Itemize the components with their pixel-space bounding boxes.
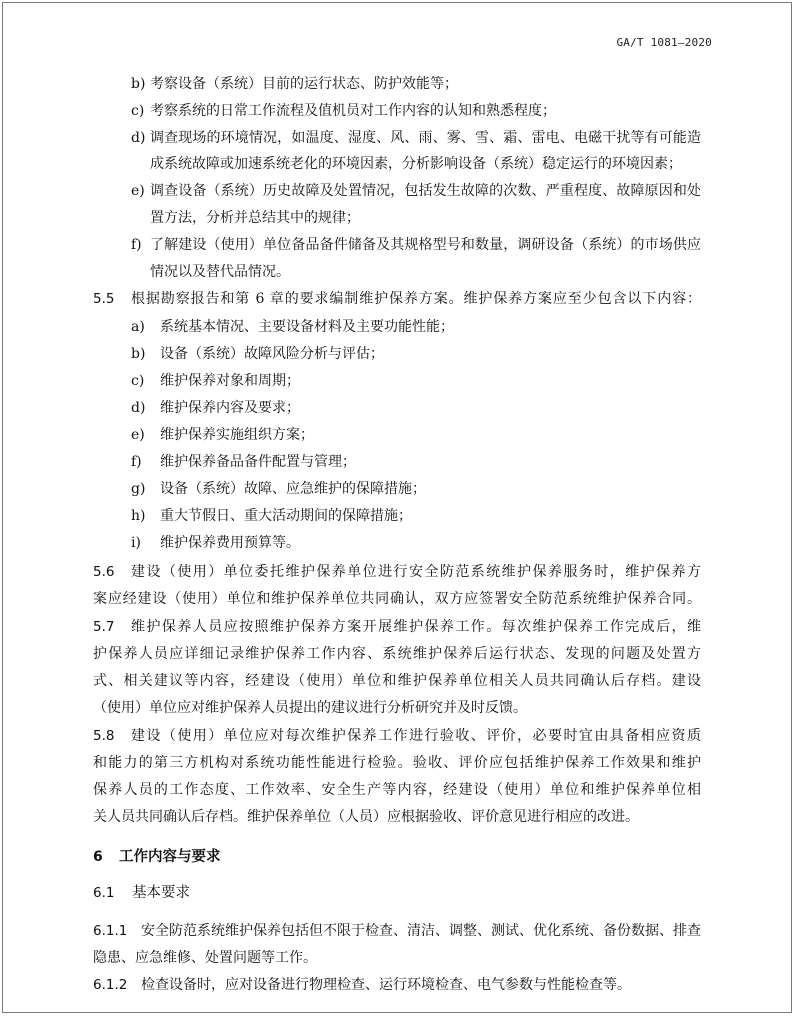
list-item-text: 调查现场的环境情况，如温度、湿度、风、雨、雾、雪、霜、雷电、电磁干扰等有可能造 (150, 130, 701, 146)
clause-text: 和能力的第三方机构对系统功能性能进行检验。验收、评价应包括维护保养工作效果和维护 (93, 755, 701, 771)
clause-text: 关人员共同确认后存档。维护保养单位（人员）应根据验收、评价意见进行相应的改进。 (93, 809, 639, 825)
list-marker: b) (131, 76, 146, 92)
list-item-text: 情况以及替代品情况。 (150, 264, 290, 280)
list-item-text: 系统基本情况、主要设备材料及主要功能性能； (160, 319, 454, 335)
list-item-text: 维护保养备品备件配置与管理； (160, 454, 356, 470)
clause-number: 5.6 (93, 564, 115, 580)
list-marker: e) (131, 183, 145, 199)
list-item-text: 设备（系统）故障、应急维护的保障措施； (160, 481, 426, 497)
list-item-text: 重大节假日、重大活动期间的保障措施； (160, 508, 412, 524)
clause-text: （使用）单位应对维护保养人员提出的建议进行分析研究并及时反馈。 (93, 700, 527, 716)
list-marker: g) (131, 481, 146, 497)
clause-text: 式、相关建议等内容，经建设（使用）单位和维护保养单位相关人员共同确认后存档。建设 (93, 673, 701, 689)
standard-code: GA/T 1081—2020 (616, 36, 712, 49)
clause-text: 建设（使用）单位委托维护保养单位进行安全防范系统维护保养服务时，维护保养方 (131, 564, 701, 580)
list-item-text: 设备（系统）故障风险分析与评估； (160, 346, 384, 362)
list-item-text: 成系统故障或加速系统老化的环境因素，分析影响设备（系统）稳定运行的环境因素； (150, 156, 682, 172)
list-marker: f) (131, 237, 142, 253)
list-marker: h) (131, 508, 146, 524)
list-marker: c) (131, 373, 145, 389)
chapter-title: 工作内容与要求 (119, 849, 221, 865)
clause-text: 建设（使用）单位应对每次维护保养工作进行验收、评价，必要时宜由具备相应资质 (131, 728, 701, 744)
clause-text: 维护保养人员应按照维护保养方案开展维护保养工作。每次维护保养工作完成后，维 (131, 619, 701, 635)
list-item-text: 考察系统的日常工作流程及值机员对工作内容的认知和熟悉程度； (150, 103, 556, 119)
clause-text: 案应经建设（使用）单位和维护保养单位共同确认，双方应签署安全防范系统维护保养合同。 (93, 591, 701, 607)
clause-text: 安全防范系统维护保养包括但不限于检查、清洁、调整、测试、优化系统、备份数据、排查 (141, 923, 701, 939)
chapter-number: 6 (93, 849, 103, 865)
clause-text: 根据勘察报告和第 6 章的要求编制维护保养方案。维护保养方案应至少包含以下内容： (131, 291, 701, 307)
clause-text: 护保养人员应详细记录维护保养工作内容、系统维护保养后运行状态、发现的问题及处置方 (93, 646, 701, 662)
list-marker: c) (131, 103, 145, 119)
list-marker: a) (131, 319, 145, 335)
list-marker: d) (131, 400, 146, 416)
list-item-text: 维护保养内容及要求； (160, 400, 300, 416)
clause-number: 5.7 (93, 619, 115, 635)
list-marker: f) (131, 454, 142, 470)
section-number: 6.1 (93, 885, 115, 901)
list-item-text: 调查设备（系统）历史故障及处置情况，包括发生故障的次数、严重程度、故障原因和处 (150, 183, 701, 199)
list-item-text: 考察设备（系统）目前的运行状态、防护效能等； (150, 76, 458, 92)
clause-text: 检查设备时，应对设备进行物理检查、运行环境检查、电气参数与性能检查等。 (141, 977, 631, 993)
clause-number: 5.5 (93, 291, 115, 307)
section-title: 基本要求 (132, 885, 190, 901)
list-item-text: 维护保养实施组织方案； (160, 427, 314, 443)
list-item-text: 了解建设（使用）单位备品备件储备及其规格型号和数量，调研设备（系统）的市场供应 (150, 237, 701, 253)
list-marker: i) (131, 535, 141, 551)
list-marker: d) (131, 130, 146, 146)
clause-text: 保养人员的工作态度、工作效率、安全生产等内容，经建设（使用）单位和维护保养单位相 (93, 782, 701, 798)
clause-text: 隐患、应急维修、处置问题等工作。 (93, 950, 317, 966)
list-item-text: 维护保养对象和周期； (160, 373, 300, 389)
list-marker: b) (131, 346, 146, 362)
clause-number: 5.8 (93, 728, 115, 744)
clause-number: 6.1.2 (93, 977, 128, 993)
list-item-text: 维护保养费用预算等。 (160, 535, 300, 551)
list-marker: e) (131, 427, 145, 443)
clause-number: 6.1.1 (93, 923, 128, 939)
list-item-text: 置方法，分析并总结其中的规律； (150, 210, 360, 226)
